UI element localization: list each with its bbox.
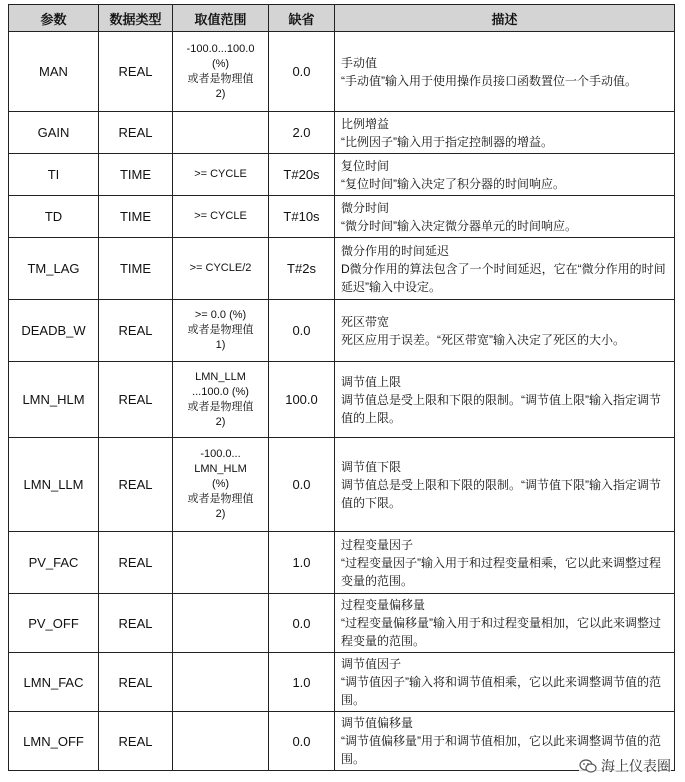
cell-range xyxy=(173,594,269,653)
cell-default: T#10s xyxy=(269,196,335,238)
cell-description xyxy=(335,438,675,532)
cell-range: >= 0.0 (%) 或者是物理值 1) xyxy=(173,300,269,362)
cell-type: REAL xyxy=(99,32,173,112)
cell-description xyxy=(335,594,675,653)
table-row xyxy=(9,362,675,438)
cell-default: T#2s xyxy=(269,238,335,300)
cell-param: LMN_LLM xyxy=(9,438,99,532)
cell-range xyxy=(173,112,269,154)
description-text: “手动值”输入用于使用操作员接口函数置位一个手动值。 xyxy=(341,73,637,88)
watermark-text: 海上仪表圈 xyxy=(601,758,671,774)
wechat-icon xyxy=(579,758,597,774)
cell-type: TIME xyxy=(99,154,173,196)
cell-default: T#20s xyxy=(269,154,335,196)
cell-type: REAL xyxy=(99,712,173,771)
table-row xyxy=(9,594,675,653)
cell-type: REAL xyxy=(99,594,173,653)
description-text: “过程变量因子”输入用于和过程变量相乘，它以此来调整过程变量的范围。 xyxy=(341,555,661,588)
cell-default: 1.0 xyxy=(269,653,335,712)
table-row xyxy=(9,112,675,154)
table-row xyxy=(9,653,675,712)
cell-type: REAL xyxy=(99,362,173,438)
description-text: 调节值总是受上限和下限的限制。“调节值下限”输入指定调节值的下限。 xyxy=(341,477,661,510)
description-title: 比例增益 xyxy=(341,116,390,131)
header-range: 取值范围 xyxy=(173,5,269,32)
cell-param: TI xyxy=(9,154,99,196)
cell-param: DEADB_W xyxy=(9,300,99,362)
cell-param: TM_LAG xyxy=(9,238,99,300)
description-text: “过程变量偏移量”输入用于和过程变量相加，它以此来调整过程变量的范围。 xyxy=(341,616,661,648)
description-title: 过程变量因子 xyxy=(341,537,414,552)
cell-description xyxy=(335,362,675,438)
description-title: 调节值因子 xyxy=(341,657,402,671)
table-header-row xyxy=(9,5,675,32)
table-row xyxy=(9,438,675,532)
cell-range: -100.0... LMN_HLM (%) 或者是物理值 2) xyxy=(173,438,269,532)
cell-param: LMN_HLM xyxy=(9,362,99,438)
cell-description xyxy=(335,653,675,712)
cell-range: >= CYCLE/2 xyxy=(173,238,269,300)
table-row xyxy=(9,712,675,771)
cell-description xyxy=(335,532,675,594)
description-title: 调节值下限 xyxy=(341,459,402,474)
description-text: “微分时间”输入决定微分器单元的时间响应。 xyxy=(341,218,577,233)
header-type: 数据类型 xyxy=(99,5,173,32)
cell-default: 0.0 xyxy=(269,32,335,112)
cell-default: 2.0 xyxy=(269,112,335,154)
cell-param: TD xyxy=(9,196,99,238)
cell-range: >= CYCLE xyxy=(173,154,269,196)
cell-type: TIME xyxy=(99,238,173,300)
cell-default: 100.0 xyxy=(269,362,335,438)
cell-description xyxy=(335,196,675,238)
table-row xyxy=(9,532,675,594)
description-title: 微分时间 xyxy=(341,200,390,215)
cell-param: GAIN xyxy=(9,112,99,154)
header-param: 参数 xyxy=(9,5,99,32)
description-text: “调节值因子”输入将和调节值相乘，它以此来调整调节值的范围。 xyxy=(341,675,661,707)
watermark xyxy=(579,756,671,776)
cell-type: REAL xyxy=(99,653,173,712)
description-title: 过程变量偏移量 xyxy=(341,598,426,612)
description-text: “比例因子”输入用于指定控制器的增益。 xyxy=(341,134,553,149)
cell-type: REAL xyxy=(99,112,173,154)
cell-default: 0.0 xyxy=(269,300,335,362)
cell-default: 0.0 xyxy=(269,594,335,653)
header-description: 描述 xyxy=(335,5,675,32)
cell-range: >= CYCLE xyxy=(173,196,269,238)
description-text: “复位时间”输入决定了积分器的时间响应。 xyxy=(341,176,565,191)
parameter-table xyxy=(8,4,675,771)
cell-param: LMN_OFF xyxy=(9,712,99,771)
table-row xyxy=(9,196,675,238)
description-title: 调节值偏移量 xyxy=(341,716,414,730)
cell-description xyxy=(335,238,675,300)
cell-description xyxy=(335,300,675,362)
cell-default: 0.0 xyxy=(269,712,335,771)
description-text: D微分作用的算法包含了一个时间延迟，它在“微分作用的时间延迟”输入中设定。 xyxy=(341,261,666,294)
cell-range xyxy=(173,653,269,712)
cell-range xyxy=(173,712,269,771)
cell-type: REAL xyxy=(99,532,173,594)
description-title: 调节值上限 xyxy=(341,374,402,389)
cell-param: LMN_FAC xyxy=(9,653,99,712)
cell-type: REAL xyxy=(99,438,173,532)
header-default: 缺省 xyxy=(269,5,335,32)
description-title: 死区带宽 xyxy=(341,314,390,329)
cell-range xyxy=(173,532,269,594)
cell-description xyxy=(335,32,675,112)
description-title: 复位时间 xyxy=(341,158,390,173)
cell-type: TIME xyxy=(99,196,173,238)
cell-type: REAL xyxy=(99,300,173,362)
description-title: 手动值 xyxy=(341,55,378,70)
cell-range: -100.0...100.0 (%) 或者是物理值 2) xyxy=(173,32,269,112)
cell-param: PV_OFF xyxy=(9,594,99,653)
table-row xyxy=(9,32,675,112)
cell-param: PV_FAC xyxy=(9,532,99,594)
cell-param: MAN xyxy=(9,32,99,112)
table-row xyxy=(9,300,675,362)
cell-default: 0.0 xyxy=(269,438,335,532)
description-title: 微分作用的时间延迟 xyxy=(341,243,450,258)
table-row xyxy=(9,154,675,196)
description-text: 调节值总是受上限和下限的限制。“调节值上限”输入指定调节值的上限。 xyxy=(341,392,661,425)
table-row xyxy=(9,238,675,300)
description-text: 死区应用于误差。“死区带宽”输入决定了死区的大小。 xyxy=(341,332,625,347)
description-text: “调节值偏移量”用于和调节值相加，它以此来调整调节值的范围。 xyxy=(341,734,661,766)
cell-description xyxy=(335,112,675,154)
cell-default: 1.0 xyxy=(269,532,335,594)
cell-description xyxy=(335,154,675,196)
cell-range: LMN_LLM ...100.0 (%) 或者是物理值 2) xyxy=(173,362,269,438)
